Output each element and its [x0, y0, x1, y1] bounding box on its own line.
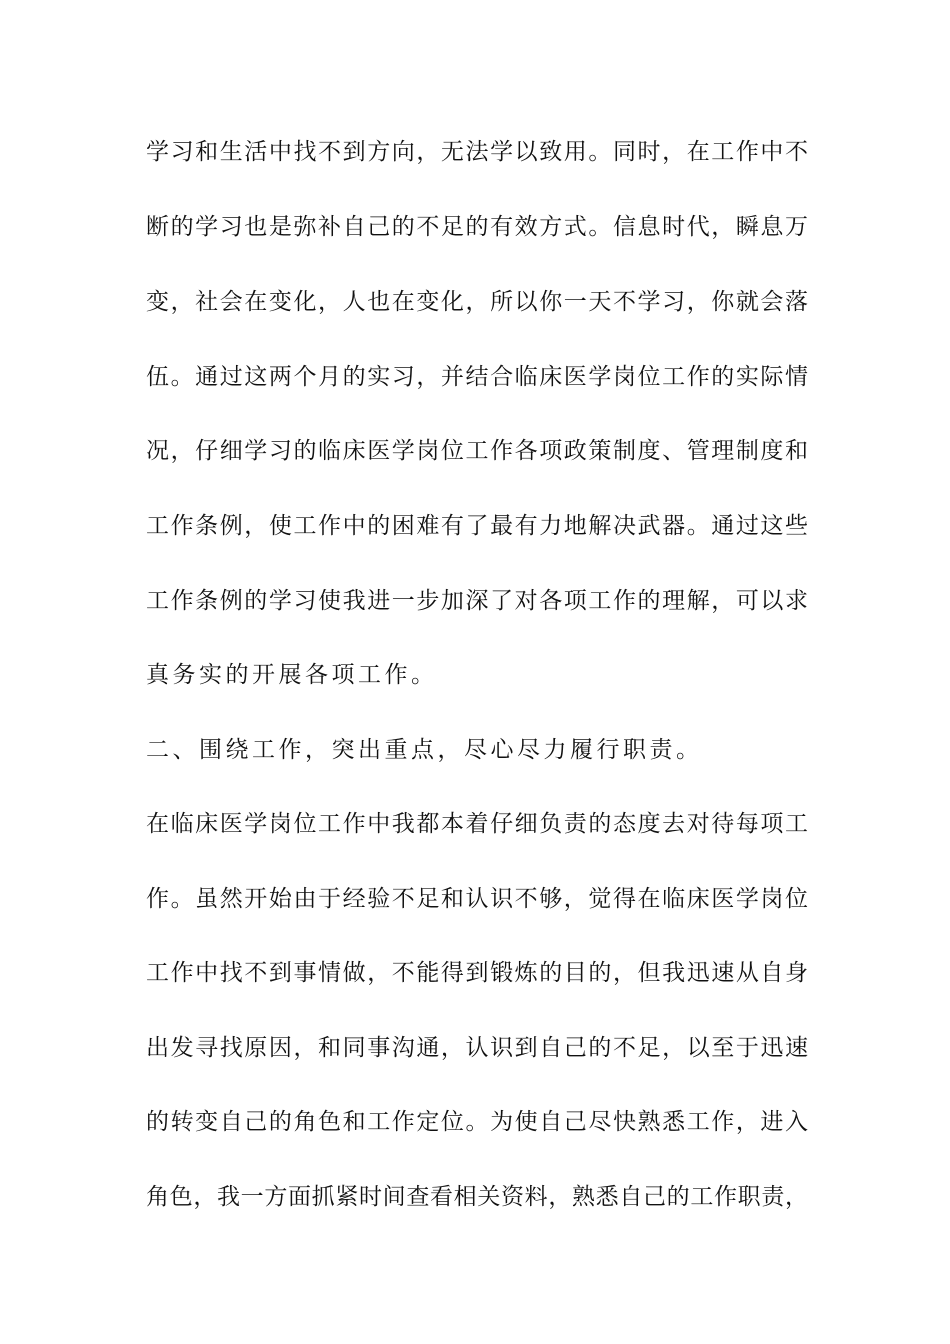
section-heading: 二、围绕工作，突出重点，尽心尽力履行职责。	[146, 737, 703, 763]
text-line-14: 的转变自己的角色和工作定位。为使自己尽快熟悉工作，进入	[146, 1109, 808, 1135]
text-line-8: 真务实的开展各项工作。	[146, 662, 438, 688]
text-line-11: 作。虽然开始由于经验不足和认识不够，觉得在临床医学岗位	[146, 886, 808, 912]
text-line-13: 出发寻找原因，和同事沟通，认识到自己的不足，以至于迅速	[146, 1035, 808, 1061]
text-line-10: 在临床医学岗位工作中我都本着仔细负责的态度去对待每项工	[146, 811, 808, 837]
text-line-12: 工作中找不到事情做，不能得到锻炼的目的，但我迅速从自身	[146, 960, 808, 986]
text-line-6: 工作条例，使工作中的困难有了最有力地解决武器。通过这些	[146, 513, 808, 539]
text-line-4: 伍。通过这两个月的实习，并结合临床医学岗位工作的实际情	[146, 364, 808, 390]
text-line-3: 变，社会在变化，人也在变化，所以你一天不学习，你就会落	[146, 289, 808, 315]
text-line-1: 学习和生活中找不到方向，无法学以致用。同时，在工作中不	[146, 139, 808, 165]
text-line-15: 角色，我一方面抓紧时间查看相关资料，熟悉自己的工作职责，	[146, 1184, 808, 1210]
text-line-2: 断的学习也是弥补自己的不足的有效方式。信息时代，瞬息万	[146, 214, 808, 240]
text-line-7: 工作条例的学习使我进一步加深了对各项工作的理解，可以求	[146, 588, 808, 614]
text-line-5: 况，仔细学习的临床医学岗位工作各项政策制度、管理制度和	[146, 438, 808, 464]
